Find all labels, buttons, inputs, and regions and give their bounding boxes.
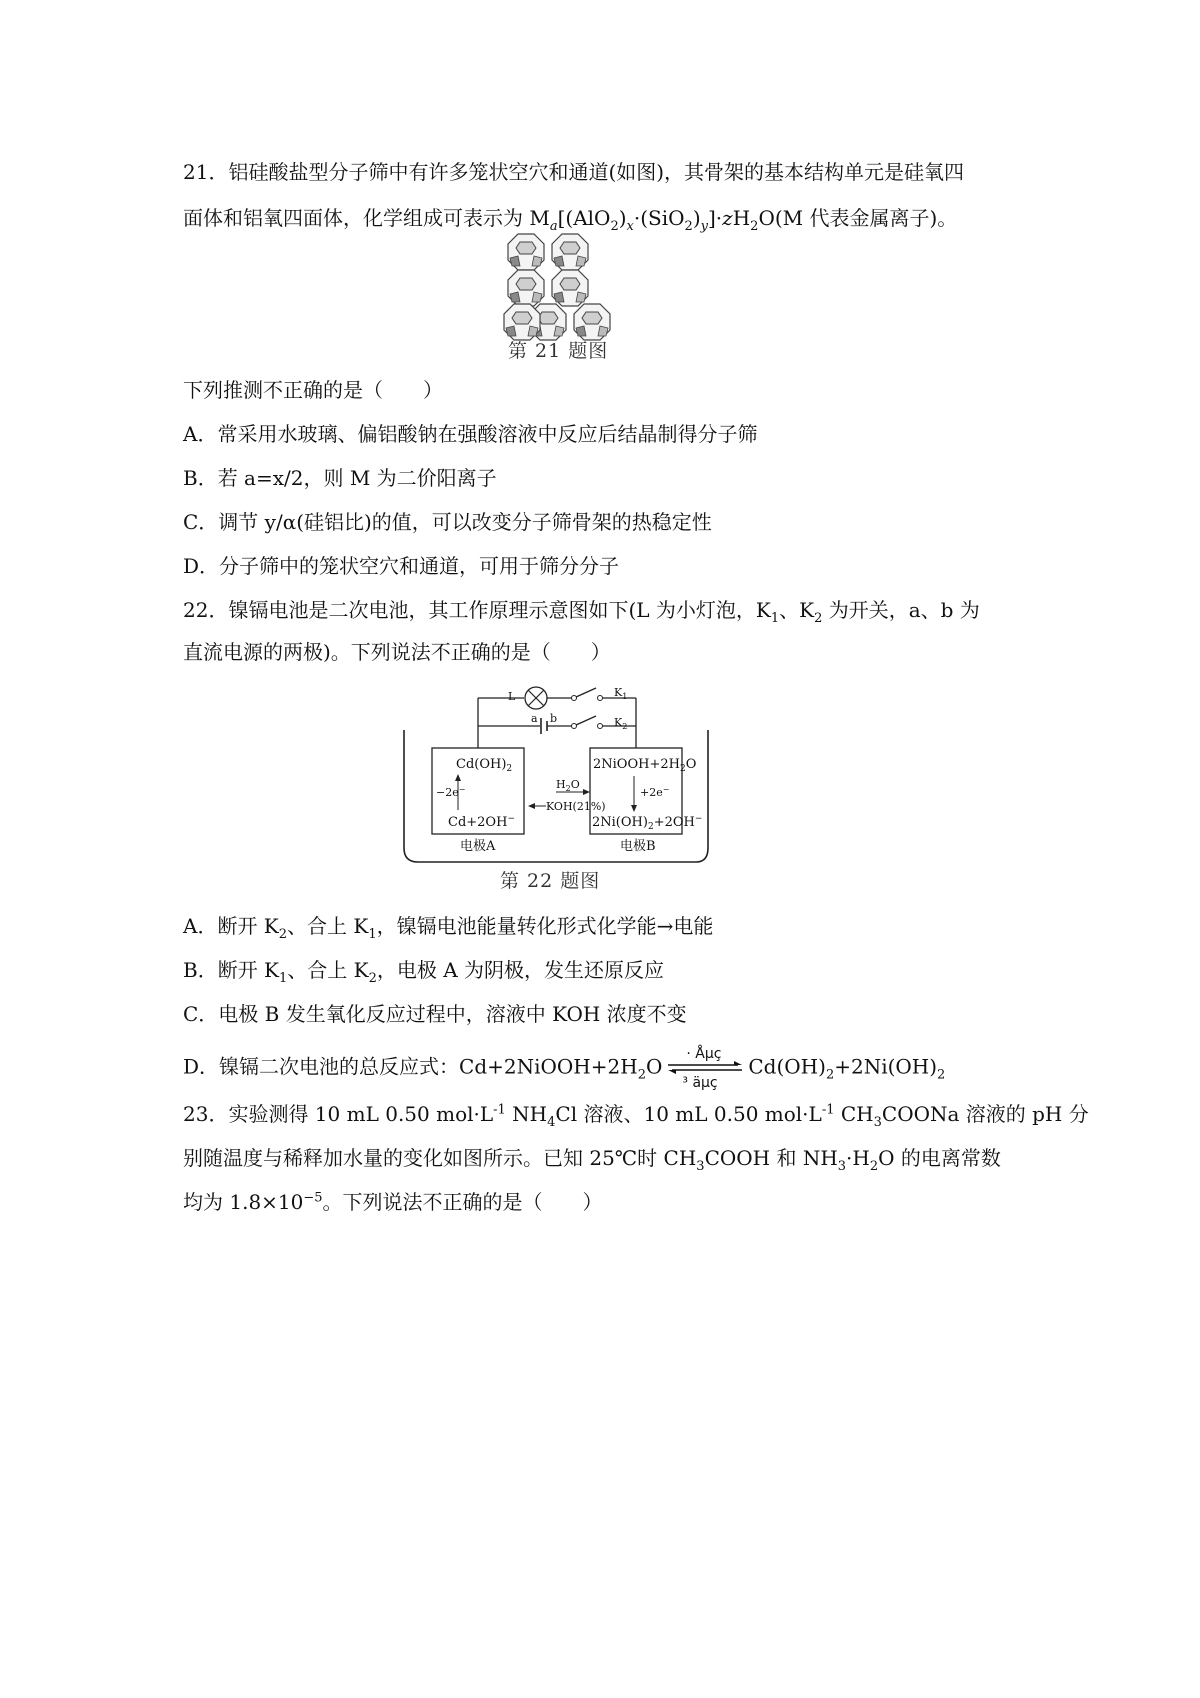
- pole-b-label: b: [550, 712, 558, 725]
- q21-option-b: B．若 a=x/2，则 M 为二价阳离子: [183, 466, 497, 490]
- q22-option-b: B．断开 $K_1$、合上 $K_2$，电极 A 为阴极，发生还原反应: [183, 958, 665, 986]
- water-label: $H_2O$: [556, 778, 580, 793]
- figure-22-caption: 第 22 题图: [500, 870, 601, 892]
- electrode-a-mid: −2e−: [436, 785, 466, 799]
- q21-option-a: A．常采用水玻璃、偏铝酸钠在强酸溶液中反应后结晶制得分子筛: [183, 422, 758, 446]
- electrode-b-mid: +2e−: [640, 785, 670, 799]
- electrode-a-label: 电极A: [460, 839, 496, 854]
- q22-option-c: C．电极 B 发生氧化反应过程中，溶液中 KOH 浓度不变: [183, 1002, 687, 1026]
- q22-line-1: 22．镍镉电池是二次电池，其工作原理示意图如下(L 为小灯泡，$K_1$、$K_2$ 为开关，a、b 为: [183, 598, 980, 626]
- q21-line-2: 面体和铝氧四面体，化学组成可表示为 $M_a[(AlO_2)_x\cdot(SiO_2)_y]\cdot zH_2O(M$ 代表金属离子)。: [183, 206, 958, 234]
- q22-option-a: A．断开 $K_2$、合上 $K_1$，镍镉电池能量转化形式化学能→电能: [183, 914, 714, 942]
- electrode-a-top: $Cd(OH)_2$: [456, 757, 513, 774]
- q21-option-c: C．调节 y/α(硅铝比)的值，可以改变分子筛骨架的热稳定性: [183, 510, 712, 534]
- zeolite-framework-figure: [498, 232, 618, 344]
- q22-option-d: D．镍镉二次电池的总反应式：$Cd+2NiOOH+2H_2O$ · Åµç ³ äµç $Cd(OH)_2+2Ni(OH)_2$: [183, 1046, 946, 1091]
- k2-label: $K_2$: [614, 716, 628, 731]
- q23-line-3: 均为 $1.8\times 10^{-5}$。下列说法不正确的是（ ）: [183, 1190, 603, 1214]
- k1-label: $K_1$: [614, 686, 628, 701]
- q22-line-2: 直流电源的两极)。下列说法不正确的是（ ）: [183, 640, 611, 664]
- q21-line-1: 21．铝硅酸盐型分子筛中有许多笼状空穴和通道(如图)，其骨架的基本结构单元是硅氧四: [183, 160, 965, 184]
- electrode-b-bottom: $2Ni(OH)_2+2OH^-$: [592, 814, 703, 832]
- electrode-b-label: 电极B: [620, 839, 656, 854]
- figure-21-caption: 第 21 题图: [508, 340, 609, 362]
- pole-a-label: a: [531, 712, 538, 725]
- q23-line-1: 23．实验测得 10 mL 0.50 $mol\cdot L^{-1}$ $NH_4Cl$ 溶液、10 mL 0.50 $mol\cdot L^{-1}$ $CH_3COONa$ 溶液的 pH 分: [183, 1102, 1089, 1130]
- q23-line-2: 别随温度与稀释加水量的变化如图所示。已知 25℃时 $CH_3COOH$ 和 $NH_3\cdot H_2O$ 的电离常数: [183, 1146, 1001, 1174]
- koh-label: KOH(21%): [546, 800, 606, 813]
- switch-k2-icon: [576, 716, 596, 725]
- lamp-label: L: [508, 690, 516, 703]
- nicd-battery-circuit-figure: [400, 684, 712, 870]
- q21-option-d: D．分子筛中的笼状空穴和通道，可用于筛分分子: [183, 554, 620, 578]
- reversible-arrow: · Åµç ³ äµç: [664, 1048, 746, 1088]
- q21-prompt: 下列推测不正确的是（ ）: [183, 378, 443, 402]
- switch-k1-icon: [576, 688, 596, 697]
- electrode-a-bottom: Cd+2OH−: [448, 814, 515, 830]
- electrode-b-top: $2NiOOH+2H_2O$: [593, 757, 697, 774]
